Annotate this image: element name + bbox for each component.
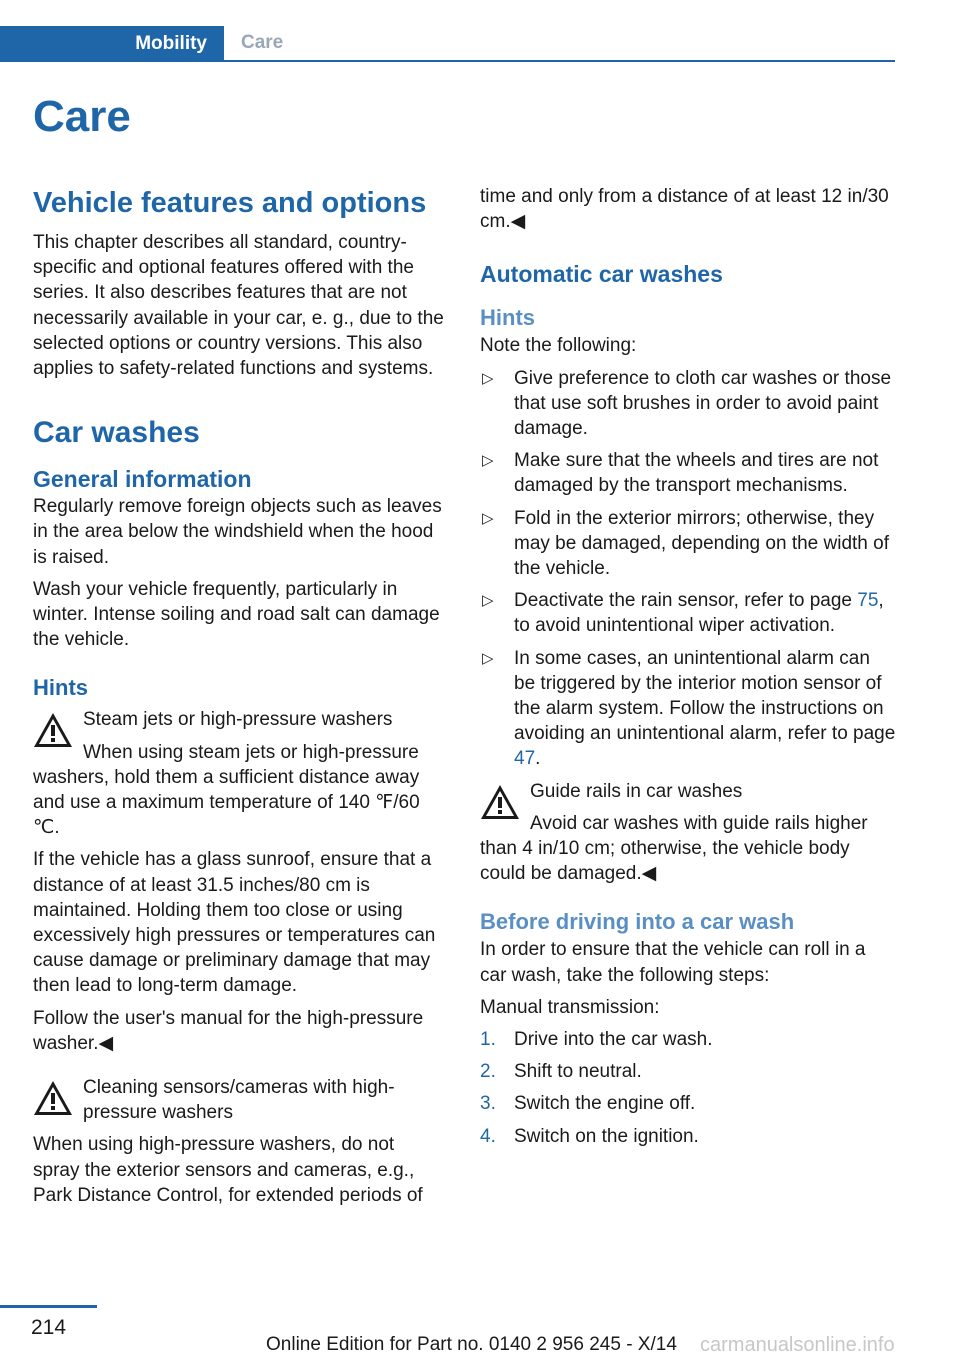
manual-transmission-label: Manual transmission: xyxy=(480,996,660,1018)
heading-general-information: General information xyxy=(33,466,252,493)
continued-paragraph: time and only from a distance of at least 12 in/30 cm.◀ xyxy=(480,186,889,233)
heading-vehicle-features: Vehicle features and options xyxy=(33,187,427,219)
heading-hints-left: Hints xyxy=(33,675,88,701)
list-item: 4. Switch on the ignition. xyxy=(480,1124,896,1149)
header-rule xyxy=(0,60,895,62)
warning-steam-jets xyxy=(33,707,445,840)
hints-bullet-list xyxy=(480,366,896,772)
list-item: 1. Drive into the car wash. xyxy=(480,1027,896,1052)
warning-title: Steam jets or high-pressure washers xyxy=(83,709,393,731)
page-number: 214 xyxy=(30,1316,67,1339)
step-number: 4. xyxy=(480,1125,496,1147)
footer-rule xyxy=(0,1305,97,1308)
tab-care[interactable]: Care xyxy=(241,32,284,53)
tab-mobility[interactable]: Mobility xyxy=(0,26,224,62)
heading-car-washes: Car washes xyxy=(33,416,200,450)
warning-body: When using high-pressure washers, do not spray the exterior sensors and cameras, e.g., Park Distance Control, for extended periods of xyxy=(33,1134,423,1206)
page-link-47[interactable]: 47 xyxy=(514,748,536,770)
warning-triangle-icon xyxy=(33,712,73,748)
sunroof-paragraph: If the vehicle has a glass sunroof, ensure that a distance of at least 31.5 inches/80 cm is maintained. Holding them too close or using excessively high pressures or temperatures can cause damage or preliminary damage that may then lead to long-term damage. xyxy=(33,849,436,997)
right-column xyxy=(480,184,896,1156)
bullet-triangle-icon: ▷ xyxy=(482,649,494,667)
warning-body-rest: washers, hold them a sufficient distance away and use a maximum temperature of 140 ℉/60 ℃. xyxy=(33,766,420,839)
step-number: 2. xyxy=(480,1061,496,1083)
steps-numbered-list xyxy=(480,1027,896,1149)
list-item: ▷ Make sure that the wheels and tires are not damaged by the transport mechanisms. xyxy=(482,450,879,497)
left-column xyxy=(33,184,445,1215)
warning-body-rest: than 4 in/10 cm; otherwise, the vehicle body could be damaged.◀ xyxy=(480,838,850,885)
warning-guide-rails xyxy=(480,779,896,887)
chapter-title: Care xyxy=(33,92,131,141)
bullet-triangle-icon: ▷ xyxy=(482,452,494,470)
heading-hints-right: Hints xyxy=(480,305,535,331)
step-number: 3. xyxy=(480,1093,496,1115)
note-paragraph: Note the following: xyxy=(480,335,637,357)
vehicle-features-text: This chapter describes all standard, country-specific and optional features offered with the series. It also describes features that are not necessarily available in your car, e. g., due to the selected options or country versions. This also applies to safety-related functions and systems. xyxy=(33,232,444,380)
list-item: 2. Shift to neutral. xyxy=(480,1059,896,1084)
general-paragraph-2: Wash your vehicle frequently, particularly in winter. Intense soiling and road salt can damage the vehicle. xyxy=(33,578,440,651)
warning-triangle-icon xyxy=(33,1080,73,1116)
list-item: ▷ Fold in the exterior mirrors; otherwise, they may be damaged, depending on the width of the vehicle. xyxy=(482,507,889,580)
list-item: ▷ In some cases, an unintentional alarm can be triggered by the interior motion sensor of the alarm system. Follow the instructions on avoiding an unintentional alarm, refer to page 47. xyxy=(482,647,896,770)
warning-title: Cleaning sensors/cameras with high-pressure washers xyxy=(83,1077,395,1124)
warning-title: Guide rails in car washes xyxy=(530,780,743,802)
list-item: ▷ Deactivate the rain sensor, refer to page 75, to avoid unintentional wiper activation. xyxy=(482,590,884,637)
bullet-triangle-icon: ▷ xyxy=(482,509,494,527)
warning-body-first-line: Avoid car washes with guide rails higher xyxy=(530,812,868,834)
step-number: 1. xyxy=(480,1029,496,1051)
bullet-triangle-icon: ▷ xyxy=(482,592,494,610)
warning-triangle-icon xyxy=(480,784,520,820)
page-link-75[interactable]: 75 xyxy=(857,590,879,612)
manual-paragraph: Follow the user's manual for the high-pressure washer.◀ xyxy=(33,1007,424,1054)
warning-body xyxy=(33,740,445,841)
general-paragraph-1: Regularly remove foreign objects such as leaves in the area below the windshield when the hood is raised. xyxy=(33,496,442,568)
warning-body-first-line: When using steam jets or high-pressure xyxy=(83,741,419,763)
edition-text: Online Edition for Part no. 0140 2 956 245 - X/14 xyxy=(266,1334,677,1355)
watermark: carmanualsonline.info xyxy=(700,1334,895,1356)
bullet-triangle-icon: ▷ xyxy=(482,369,494,387)
list-item: ▷ Give preference to cloth car washes or those that use soft brushes in order to avoid paint damage. xyxy=(482,367,892,440)
list-item: 3. Switch the engine off. xyxy=(480,1091,896,1116)
heading-automatic-car-washes: Automatic car washes xyxy=(480,261,723,288)
warning-body xyxy=(480,811,896,887)
warning-sensors-cameras xyxy=(33,1075,445,1208)
before-paragraph: In order to ensure that the vehicle can roll in a car wash, take the following steps: xyxy=(480,939,866,986)
header-tabbar xyxy=(0,26,895,62)
heading-before-car-wash: Before driving into a car wash xyxy=(480,909,795,935)
